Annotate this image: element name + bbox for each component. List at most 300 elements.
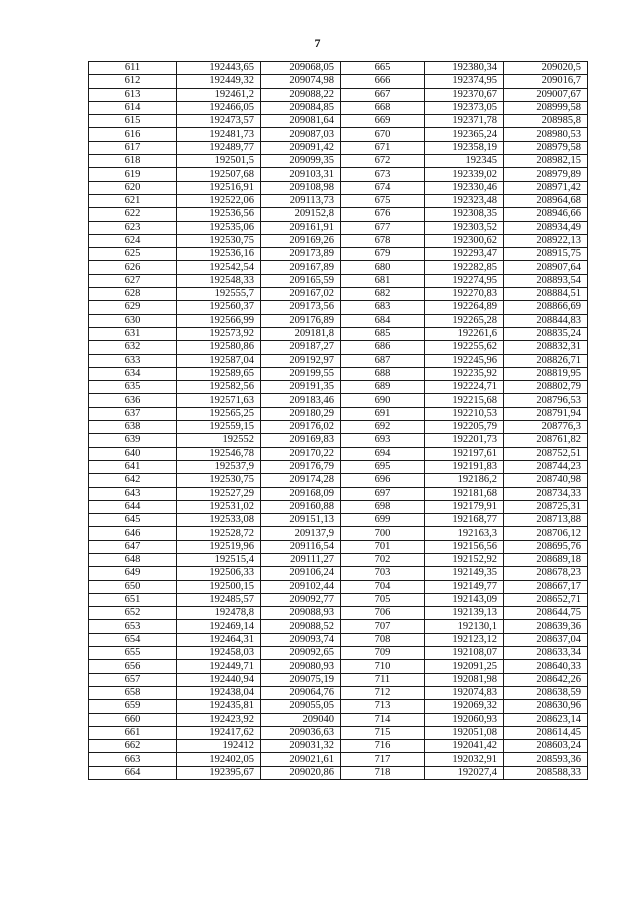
table-cell-y-coordinate: 209087,03 (261, 128, 341, 141)
table-cell-x-coordinate: 192506,33 (177, 567, 261, 580)
table-cell-x-coordinate: 192449,71 (177, 660, 261, 673)
table-cell-point-number: 635 (89, 381, 177, 394)
table-cell-y-coordinate: 209161,91 (261, 221, 341, 234)
table-cell-point-number: 627 (89, 274, 177, 287)
table-cell-point-number: 691 (341, 407, 425, 420)
table-cell-y-coordinate: 208652,71 (504, 593, 588, 606)
table-cell-y-coordinate: 209036,63 (261, 726, 341, 739)
table-cell-x-coordinate: 192373,05 (425, 101, 504, 114)
table-cell-y-coordinate: 209103,31 (261, 168, 341, 181)
table-cell-y-coordinate: 208639,36 (504, 620, 588, 633)
table-cell-y-coordinate: 208752,51 (504, 447, 588, 460)
table-row (89, 234, 588, 247)
table-row (89, 301, 588, 314)
table-cell-point-number: 662 (89, 740, 177, 753)
table-row (89, 194, 588, 207)
table-cell-point-number: 680 (341, 261, 425, 274)
table-cell-y-coordinate: 209020,5 (504, 62, 588, 75)
table-cell-point-number: 659 (89, 700, 177, 713)
table-cell-x-coordinate: 192402,05 (177, 753, 261, 766)
table-row (89, 487, 588, 500)
table-cell-x-coordinate: 192265,28 (425, 314, 504, 327)
table-cell-y-coordinate: 209173,89 (261, 248, 341, 261)
table-cell-y-coordinate: 209199,55 (261, 367, 341, 380)
table-cell-y-coordinate: 208734,33 (504, 487, 588, 500)
table-cell-y-coordinate: 208802,79 (504, 381, 588, 394)
table-cell-y-coordinate: 208725,31 (504, 500, 588, 513)
table-cell-x-coordinate: 192074,83 (425, 686, 504, 699)
table-cell-y-coordinate: 208946,66 (504, 208, 588, 221)
table-cell-point-number: 669 (341, 115, 425, 128)
table-row (89, 447, 588, 460)
table-row (89, 567, 588, 580)
table-cell-point-number: 636 (89, 394, 177, 407)
table-cell-point-number: 656 (89, 660, 177, 673)
page-number: 7 (314, 36, 321, 50)
table-cell-point-number: 695 (341, 460, 425, 473)
table-cell-point-number: 661 (89, 726, 177, 739)
table-cell-point-number: 645 (89, 514, 177, 527)
table-cell-y-coordinate: 208832,31 (504, 341, 588, 354)
table-cell-y-coordinate: 209016,7 (504, 75, 588, 88)
table-row (89, 753, 588, 766)
table-cell-point-number: 682 (341, 288, 425, 301)
table-cell-point-number: 620 (89, 181, 177, 194)
table-cell-point-number: 713 (341, 700, 425, 713)
table-cell-x-coordinate: 192235,92 (425, 367, 504, 380)
table-cell-x-coordinate: 192500,15 (177, 580, 261, 593)
table-cell-point-number: 670 (341, 128, 425, 141)
table-cell-y-coordinate: 208761,82 (504, 434, 588, 447)
table-cell-x-coordinate: 192582,56 (177, 381, 261, 394)
table-cell-y-coordinate: 208915,75 (504, 248, 588, 261)
table-cell-point-number: 614 (89, 101, 177, 114)
table-cell-y-coordinate: 209165,59 (261, 274, 341, 287)
table-cell-y-coordinate: 208791,94 (504, 407, 588, 420)
table-cell-x-coordinate: 192481,73 (177, 128, 261, 141)
table-cell-point-number: 705 (341, 593, 425, 606)
table-cell-y-coordinate: 209167,02 (261, 288, 341, 301)
table-cell-point-number: 717 (341, 753, 425, 766)
table-cell-x-coordinate: 192449,32 (177, 75, 261, 88)
table-cell-point-number: 708 (341, 633, 425, 646)
table-cell-y-coordinate: 208637,04 (504, 633, 588, 646)
table-cell-point-number: 693 (341, 434, 425, 447)
table-cell-y-coordinate: 209137,9 (261, 527, 341, 540)
table-cell-y-coordinate: 209192,97 (261, 354, 341, 367)
table-cell-x-coordinate: 192485,57 (177, 593, 261, 606)
table-cell-point-number: 621 (89, 194, 177, 207)
table-cell-point-number: 650 (89, 580, 177, 593)
table-cell-x-coordinate: 192412 (177, 740, 261, 753)
table-cell-y-coordinate: 209088,93 (261, 607, 341, 620)
table-row (89, 407, 588, 420)
table-row (89, 181, 588, 194)
table-cell-y-coordinate: 209111,27 (261, 553, 341, 566)
table-cell-y-coordinate: 209152,8 (261, 208, 341, 221)
table-cell-y-coordinate: 209081,64 (261, 115, 341, 128)
table-cell-x-coordinate: 192531,02 (177, 500, 261, 513)
table-cell-y-coordinate: 209074,98 (261, 75, 341, 88)
table-cell-y-coordinate: 209151,13 (261, 514, 341, 527)
table-cell-y-coordinate: 209055,05 (261, 700, 341, 713)
table-cell-y-coordinate: 208985,8 (504, 115, 588, 128)
table-cell-y-coordinate: 208633,34 (504, 647, 588, 660)
table-cell-y-coordinate: 209174,28 (261, 474, 341, 487)
table-cell-y-coordinate: 208695,76 (504, 540, 588, 553)
table-row (89, 128, 588, 141)
table-cell-point-number: 622 (89, 208, 177, 221)
table-cell-x-coordinate: 192438,04 (177, 686, 261, 699)
table-row (89, 633, 588, 646)
table-cell-x-coordinate: 192473,57 (177, 115, 261, 128)
table-cell-x-coordinate: 192566,99 (177, 314, 261, 327)
table-cell-point-number: 702 (341, 553, 425, 566)
table-cell-point-number: 718 (341, 766, 425, 779)
table-cell-point-number: 696 (341, 474, 425, 487)
table-cell-y-coordinate: 208667,17 (504, 580, 588, 593)
table-cell-x-coordinate: 192423,92 (177, 713, 261, 726)
table-cell-x-coordinate: 192032,91 (425, 753, 504, 766)
table-cell-y-coordinate: 209170,22 (261, 447, 341, 460)
table-cell-y-coordinate: 209093,74 (261, 633, 341, 646)
table-cell-x-coordinate: 192051,08 (425, 726, 504, 739)
table-row (89, 115, 588, 128)
table-cell-point-number: 678 (341, 234, 425, 247)
table-cell-y-coordinate: 208971,42 (504, 181, 588, 194)
table-cell-y-coordinate: 209191,35 (261, 381, 341, 394)
table-row (89, 62, 588, 75)
table-cell-y-coordinate: 209173,56 (261, 301, 341, 314)
table-cell-x-coordinate: 192589,65 (177, 367, 261, 380)
table-cell-point-number: 709 (341, 647, 425, 660)
table-cell-x-coordinate: 192123,12 (425, 633, 504, 646)
table-row (89, 367, 588, 380)
table-cell-y-coordinate: 208979,89 (504, 168, 588, 181)
table-cell-x-coordinate: 192156,56 (425, 540, 504, 553)
table-cell-point-number: 655 (89, 647, 177, 660)
table-cell-x-coordinate: 192533,08 (177, 514, 261, 527)
table-row (89, 354, 588, 367)
table-cell-point-number: 701 (341, 540, 425, 553)
table-cell-point-number: 625 (89, 248, 177, 261)
table-cell-x-coordinate: 192041,42 (425, 740, 504, 753)
table-cell-point-number: 676 (341, 208, 425, 221)
coordinates-table-body (89, 62, 588, 780)
table-cell-x-coordinate: 192210,53 (425, 407, 504, 420)
table-cell-y-coordinate: 208979,58 (504, 141, 588, 154)
table-cell-point-number: 654 (89, 633, 177, 646)
table-row (89, 421, 588, 434)
table-cell-y-coordinate: 208630,96 (504, 700, 588, 713)
table-cell-point-number: 688 (341, 367, 425, 380)
table-cell-x-coordinate: 192339,02 (425, 168, 504, 181)
table-row (89, 314, 588, 327)
table-cell-x-coordinate: 192149,35 (425, 567, 504, 580)
table-cell-point-number: 674 (341, 181, 425, 194)
table-row (89, 726, 588, 739)
table-cell-y-coordinate: 209040 (261, 713, 341, 726)
table-cell-point-number: 624 (89, 234, 177, 247)
table-cell-x-coordinate: 192458,03 (177, 647, 261, 660)
table-cell-point-number: 633 (89, 354, 177, 367)
table-cell-x-coordinate: 192440,94 (177, 673, 261, 686)
table-cell-y-coordinate: 209075,19 (261, 673, 341, 686)
table-cell-x-coordinate: 192542,54 (177, 261, 261, 274)
table-cell-x-coordinate: 192323,48 (425, 194, 504, 207)
table-cell-point-number: 634 (89, 367, 177, 380)
table-row (89, 88, 588, 101)
table-cell-x-coordinate: 192478,8 (177, 607, 261, 620)
table-row (89, 208, 588, 221)
table-cell-x-coordinate: 192179,91 (425, 500, 504, 513)
table-cell-point-number: 692 (341, 421, 425, 434)
table-row (89, 460, 588, 473)
table-cell-point-number: 639 (89, 434, 177, 447)
table-cell-y-coordinate: 209169,83 (261, 434, 341, 447)
table-cell-point-number: 657 (89, 673, 177, 686)
table-cell-x-coordinate: 192466,05 (177, 101, 261, 114)
table-cell-x-coordinate: 192091,25 (425, 660, 504, 673)
table-row (89, 221, 588, 234)
table-row (89, 327, 588, 340)
table-cell-x-coordinate: 192308,35 (425, 208, 504, 221)
table-cell-x-coordinate: 192293,47 (425, 248, 504, 261)
table-cell-point-number: 644 (89, 500, 177, 513)
table-row (89, 434, 588, 447)
table-row (89, 660, 588, 673)
table-cell-point-number: 710 (341, 660, 425, 673)
table-cell-y-coordinate: 209021,61 (261, 753, 341, 766)
table-cell-point-number: 647 (89, 540, 177, 553)
table-row (89, 740, 588, 753)
table-cell-y-coordinate: 208642,26 (504, 673, 588, 686)
table-cell-y-coordinate: 208922,13 (504, 234, 588, 247)
table-cell-x-coordinate: 192507,68 (177, 168, 261, 181)
table-row (89, 288, 588, 301)
table-cell-y-coordinate: 208713,88 (504, 514, 588, 527)
table-cell-x-coordinate: 192548,33 (177, 274, 261, 287)
table-cell-x-coordinate: 192537,9 (177, 460, 261, 473)
table-row (89, 141, 588, 154)
table-cell-point-number: 631 (89, 327, 177, 340)
table-cell-x-coordinate: 192571,63 (177, 394, 261, 407)
table-row (89, 394, 588, 407)
table-cell-y-coordinate: 209007,67 (504, 88, 588, 101)
table-row (89, 474, 588, 487)
table-row (89, 381, 588, 394)
table-cell-x-coordinate: 192149,77 (425, 580, 504, 593)
table-row (89, 686, 588, 699)
table-row (89, 168, 588, 181)
table-cell-x-coordinate: 192358,19 (425, 141, 504, 154)
table-cell-point-number: 632 (89, 341, 177, 354)
table-cell-x-coordinate: 192380,34 (425, 62, 504, 75)
table-row (89, 261, 588, 274)
table-cell-point-number: 699 (341, 514, 425, 527)
table-cell-point-number: 643 (89, 487, 177, 500)
table-row (89, 500, 588, 513)
table-cell-x-coordinate: 192587,04 (177, 354, 261, 367)
table-cell-y-coordinate: 209160,88 (261, 500, 341, 513)
table-cell-point-number: 679 (341, 248, 425, 261)
table-cell-x-coordinate: 192181,68 (425, 487, 504, 500)
table-cell-x-coordinate: 192371,78 (425, 115, 504, 128)
table-cell-y-coordinate: 208678,23 (504, 567, 588, 580)
table-cell-point-number: 616 (89, 128, 177, 141)
table-row (89, 593, 588, 606)
table-cell-x-coordinate: 192580,86 (177, 341, 261, 354)
table-cell-y-coordinate: 208934,49 (504, 221, 588, 234)
table-row (89, 527, 588, 540)
table-cell-y-coordinate: 209088,22 (261, 88, 341, 101)
table-cell-y-coordinate: 209106,24 (261, 567, 341, 580)
table-cell-y-coordinate: 209068,05 (261, 62, 341, 75)
table-cell-x-coordinate: 192345 (425, 155, 504, 168)
table-cell-point-number: 664 (89, 766, 177, 779)
table-cell-point-number: 686 (341, 341, 425, 354)
table-cell-x-coordinate: 192270,83 (425, 288, 504, 301)
table-cell-point-number: 685 (341, 327, 425, 340)
table-cell-x-coordinate: 192560,37 (177, 301, 261, 314)
table-cell-x-coordinate: 192168,77 (425, 514, 504, 527)
table-cell-x-coordinate: 192274,95 (425, 274, 504, 287)
table-row (89, 514, 588, 527)
table-cell-y-coordinate: 209168,09 (261, 487, 341, 500)
table-cell-point-number: 690 (341, 394, 425, 407)
table-cell-point-number: 619 (89, 168, 177, 181)
table-row (89, 647, 588, 660)
table-cell-y-coordinate: 209064,76 (261, 686, 341, 699)
table-cell-x-coordinate: 192303,52 (425, 221, 504, 234)
table-cell-y-coordinate: 208640,33 (504, 660, 588, 673)
table-cell-x-coordinate: 192027,4 (425, 766, 504, 779)
table-cell-x-coordinate: 192443,65 (177, 62, 261, 75)
table-cell-point-number: 671 (341, 141, 425, 154)
table-cell-point-number: 649 (89, 567, 177, 580)
table-cell-x-coordinate: 192435,81 (177, 700, 261, 713)
table-cell-x-coordinate: 192519,96 (177, 540, 261, 553)
table-cell-point-number: 675 (341, 194, 425, 207)
table-cell-x-coordinate: 192139,13 (425, 607, 504, 620)
table-cell-y-coordinate: 208796,53 (504, 394, 588, 407)
table-cell-x-coordinate: 192573,92 (177, 327, 261, 340)
table-cell-y-coordinate: 208982,15 (504, 155, 588, 168)
table-cell-point-number: 665 (341, 62, 425, 75)
table-cell-x-coordinate: 192197,61 (425, 447, 504, 460)
table-cell-point-number: 673 (341, 168, 425, 181)
table-cell-point-number: 714 (341, 713, 425, 726)
table-cell-point-number: 613 (89, 88, 177, 101)
table-cell-y-coordinate: 208588,33 (504, 766, 588, 779)
table-cell-x-coordinate: 192152,92 (425, 553, 504, 566)
table-cell-point-number: 648 (89, 553, 177, 566)
table-cell-y-coordinate: 208826,71 (504, 354, 588, 367)
table-cell-y-coordinate: 209183,46 (261, 394, 341, 407)
table-cell-y-coordinate: 208907,64 (504, 261, 588, 274)
table-row (89, 248, 588, 261)
table-cell-x-coordinate: 192552 (177, 434, 261, 447)
table-cell-point-number: 689 (341, 381, 425, 394)
table-cell-y-coordinate: 208819,95 (504, 367, 588, 380)
table-cell-x-coordinate: 192522,06 (177, 194, 261, 207)
table-cell-x-coordinate: 192261,6 (425, 327, 504, 340)
table-cell-x-coordinate: 192370,67 (425, 88, 504, 101)
table-cell-point-number: 698 (341, 500, 425, 513)
table-cell-y-coordinate: 208835,24 (504, 327, 588, 340)
table-cell-y-coordinate: 209108,98 (261, 181, 341, 194)
table-cell-x-coordinate: 192163,3 (425, 527, 504, 540)
table-cell-x-coordinate: 192501,5 (177, 155, 261, 168)
table-cell-x-coordinate: 192205,79 (425, 421, 504, 434)
table-cell-y-coordinate: 209102,44 (261, 580, 341, 593)
table-row (89, 580, 588, 593)
table-cell-x-coordinate: 192081,98 (425, 673, 504, 686)
table-cell-y-coordinate: 208644,75 (504, 607, 588, 620)
table-cell-point-number: 640 (89, 447, 177, 460)
table-cell-point-number: 706 (341, 607, 425, 620)
table-cell-y-coordinate: 209176,89 (261, 314, 341, 327)
table-cell-y-coordinate: 208744,23 (504, 460, 588, 473)
table-cell-point-number: 651 (89, 593, 177, 606)
table-row (89, 341, 588, 354)
table-cell-x-coordinate: 192528,72 (177, 527, 261, 540)
table-cell-x-coordinate: 192461,2 (177, 88, 261, 101)
table-cell-y-coordinate: 208689,18 (504, 553, 588, 566)
table-cell-y-coordinate: 209020,86 (261, 766, 341, 779)
table-cell-point-number: 684 (341, 314, 425, 327)
table-cell-y-coordinate: 208614,45 (504, 726, 588, 739)
table-cell-y-coordinate: 208844,83 (504, 314, 588, 327)
table-cell-y-coordinate: 209187,27 (261, 341, 341, 354)
table-cell-x-coordinate: 192282,85 (425, 261, 504, 274)
table-row (89, 620, 588, 633)
table-row (89, 553, 588, 566)
table-cell-x-coordinate: 192300,62 (425, 234, 504, 247)
table-cell-y-coordinate: 209180,29 (261, 407, 341, 420)
table-cell-point-number: 668 (341, 101, 425, 114)
table-cell-x-coordinate: 192215,68 (425, 394, 504, 407)
table-cell-point-number: 630 (89, 314, 177, 327)
table-cell-point-number: 638 (89, 421, 177, 434)
table-cell-y-coordinate: 209167,89 (261, 261, 341, 274)
table-cell-x-coordinate: 192469,14 (177, 620, 261, 633)
table-cell-point-number: 623 (89, 221, 177, 234)
table-cell-point-number: 646 (89, 527, 177, 540)
table-cell-point-number: 611 (89, 62, 177, 75)
table-cell-x-coordinate: 192536,56 (177, 208, 261, 221)
table-cell-y-coordinate: 209084,85 (261, 101, 341, 114)
table-cell-x-coordinate: 192374,95 (425, 75, 504, 88)
table-cell-x-coordinate: 192330,46 (425, 181, 504, 194)
table-cell-point-number: 663 (89, 753, 177, 766)
table-cell-x-coordinate: 192527,29 (177, 487, 261, 500)
table-cell-x-coordinate: 192108,07 (425, 647, 504, 660)
table-cell-point-number: 712 (341, 686, 425, 699)
table-cell-point-number: 711 (341, 673, 425, 686)
table-cell-point-number: 612 (89, 75, 177, 88)
table-cell-y-coordinate: 208638,59 (504, 686, 588, 699)
table-cell-point-number: 704 (341, 580, 425, 593)
table-row (89, 101, 588, 114)
table-cell-x-coordinate: 192464,31 (177, 633, 261, 646)
table-cell-y-coordinate: 208740,98 (504, 474, 588, 487)
table-cell-y-coordinate: 208964,68 (504, 194, 588, 207)
table-cell-point-number: 703 (341, 567, 425, 580)
table-cell-y-coordinate: 208776,3 (504, 421, 588, 434)
table-cell-x-coordinate: 192546,78 (177, 447, 261, 460)
table-cell-x-coordinate: 192224,71 (425, 381, 504, 394)
